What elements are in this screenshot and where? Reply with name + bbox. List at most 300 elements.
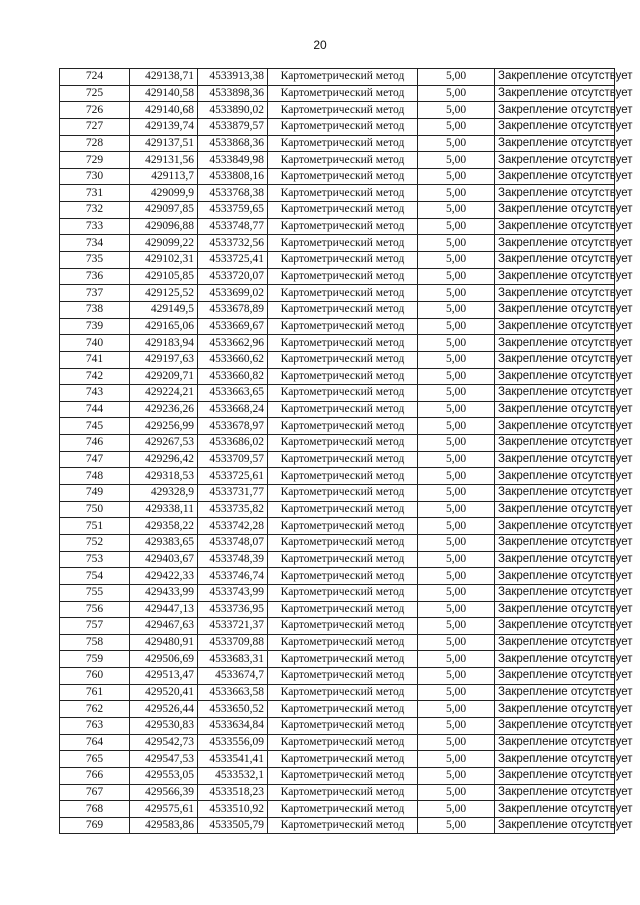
x-coordinate-cell: 429467,63 — [130, 618, 198, 635]
table-row — [60, 335, 615, 352]
fixation-cell: Закрепление отсутствует — [495, 751, 615, 768]
table-row — [60, 285, 615, 302]
precision-cell: 5,00 — [418, 218, 495, 235]
y-coordinate-cell: 4533759,65 — [198, 202, 268, 219]
precision-cell: 5,00 — [418, 634, 495, 651]
precision-cell: 5,00 — [418, 618, 495, 635]
y-coordinate-cell: 4533890,02 — [198, 102, 268, 119]
method-cell: Картометрический метод — [268, 468, 418, 485]
table-row — [60, 218, 615, 235]
precision-cell: 5,00 — [418, 501, 495, 518]
point-number-cell: 725 — [60, 85, 130, 102]
table-row — [60, 651, 615, 668]
y-coordinate-cell: 4533725,61 — [198, 468, 268, 485]
method-cell: Картометрический метод — [268, 85, 418, 102]
fixation-cell: Закрепление отсутствует — [495, 817, 615, 834]
fixation-cell: Закрепление отсутствует — [495, 218, 615, 235]
x-coordinate-cell: 429422,33 — [130, 568, 198, 585]
x-coordinate-cell: 429447,13 — [130, 601, 198, 618]
method-cell: Картометрический метод — [268, 252, 418, 269]
fixation-cell: Закрепление отсутствует — [495, 168, 615, 185]
table-row — [60, 534, 615, 551]
y-coordinate-cell: 4533732,56 — [198, 235, 268, 252]
precision-cell: 5,00 — [418, 301, 495, 318]
x-coordinate-cell: 429113,7 — [130, 168, 198, 185]
method-cell: Картометрический метод — [268, 368, 418, 385]
fixation-cell: Закрепление отсутствует — [495, 85, 615, 102]
table-row — [60, 485, 615, 502]
point-number-cell: 732 — [60, 202, 130, 219]
method-cell: Картометрический метод — [268, 318, 418, 335]
precision-cell: 5,00 — [418, 185, 495, 202]
method-cell: Картометрический метод — [268, 451, 418, 468]
y-coordinate-cell: 4533678,89 — [198, 301, 268, 318]
precision-cell: 5,00 — [418, 468, 495, 485]
x-coordinate-cell: 429506,69 — [130, 651, 198, 668]
method-cell: Картометрический метод — [268, 568, 418, 585]
method-cell: Картометрический метод — [268, 684, 418, 701]
x-coordinate-cell: 429102,31 — [130, 252, 198, 269]
fixation-cell: Закрепление отсутствует — [495, 335, 615, 352]
method-cell: Картометрический метод — [268, 218, 418, 235]
point-number-cell: 752 — [60, 534, 130, 551]
fixation-cell: Закрепление отсутствует — [495, 534, 615, 551]
page-number: 20 — [313, 38, 327, 52]
y-coordinate-cell: 4533743,99 — [198, 584, 268, 601]
fixation-cell: Закрепление отсутствует — [495, 368, 615, 385]
fixation-cell: Закрепление отсутствует — [495, 135, 615, 152]
y-coordinate-cell: 4533868,36 — [198, 135, 268, 152]
table-row — [60, 668, 615, 685]
precision-cell: 5,00 — [418, 102, 495, 119]
method-cell: Картометрический метод — [268, 551, 418, 568]
fixation-cell: Закрепление отсутствует — [495, 784, 615, 801]
precision-cell: 5,00 — [418, 751, 495, 768]
x-coordinate-cell: 429125,52 — [130, 285, 198, 302]
fixation-cell: Закрепление отсутствует — [495, 69, 615, 86]
point-number-cell: 743 — [60, 385, 130, 402]
point-number-cell: 757 — [60, 618, 130, 635]
method-cell: Картометрический метод — [268, 235, 418, 252]
point-number-cell: 729 — [60, 152, 130, 169]
point-number-cell: 750 — [60, 501, 130, 518]
precision-cell: 5,00 — [418, 85, 495, 102]
y-coordinate-cell: 4533849,98 — [198, 152, 268, 169]
x-coordinate-cell: 429197,63 — [130, 351, 198, 368]
y-coordinate-cell: 4533634,84 — [198, 717, 268, 734]
precision-cell: 5,00 — [418, 684, 495, 701]
x-coordinate-cell: 429318,53 — [130, 468, 198, 485]
point-number-cell: 730 — [60, 168, 130, 185]
method-cell: Картометрический метод — [268, 435, 418, 452]
table-row — [60, 152, 615, 169]
y-coordinate-cell: 4533768,38 — [198, 185, 268, 202]
table-row — [60, 69, 615, 86]
table-row — [60, 202, 615, 219]
y-coordinate-cell: 4533725,41 — [198, 252, 268, 269]
point-number-cell: 756 — [60, 601, 130, 618]
method-cell: Картометрический метод — [268, 701, 418, 718]
x-coordinate-cell: 429513,47 — [130, 668, 198, 685]
point-number-cell: 739 — [60, 318, 130, 335]
fixation-cell: Закрепление отсутствует — [495, 518, 615, 535]
x-coordinate-cell: 429547,53 — [130, 751, 198, 768]
method-cell: Картометрический метод — [268, 485, 418, 502]
point-number-cell: 751 — [60, 518, 130, 535]
point-number-cell: 740 — [60, 335, 130, 352]
precision-cell: 5,00 — [418, 767, 495, 784]
table-row — [60, 551, 615, 568]
method-cell: Картометрический метод — [268, 784, 418, 801]
method-cell: Картометрический метод — [268, 767, 418, 784]
method-cell: Картометрический метод — [268, 717, 418, 734]
point-number-cell: 754 — [60, 568, 130, 585]
y-coordinate-cell: 4533709,57 — [198, 451, 268, 468]
x-coordinate-cell: 429137,51 — [130, 135, 198, 152]
point-number-cell: 763 — [60, 717, 130, 734]
method-cell: Картометрический метод — [268, 734, 418, 751]
method-cell: Картометрический метод — [268, 634, 418, 651]
point-number-cell: 764 — [60, 734, 130, 751]
table-row — [60, 501, 615, 518]
precision-cell: 5,00 — [418, 817, 495, 834]
x-coordinate-cell: 429139,74 — [130, 118, 198, 135]
table-row — [60, 385, 615, 402]
precision-cell: 5,00 — [418, 451, 495, 468]
y-coordinate-cell: 4533663,65 — [198, 385, 268, 402]
x-coordinate-cell: 429553,05 — [130, 767, 198, 784]
precision-cell: 5,00 — [418, 118, 495, 135]
fixation-cell: Закрепление отсутствует — [495, 185, 615, 202]
table-row — [60, 734, 615, 751]
fixation-cell: Закрепление отсутствует — [495, 418, 615, 435]
point-number-cell: 734 — [60, 235, 130, 252]
table-row — [60, 235, 615, 252]
fixation-cell: Закрепление отсутствует — [495, 551, 615, 568]
point-number-cell: 733 — [60, 218, 130, 235]
method-cell: Картометрический метод — [268, 518, 418, 535]
table-row — [60, 801, 615, 818]
method-cell: Картометрический метод — [268, 268, 418, 285]
table-row — [60, 817, 615, 834]
precision-cell: 5,00 — [418, 601, 495, 618]
table-row — [60, 268, 615, 285]
method-cell: Картометрический метод — [268, 351, 418, 368]
table-row — [60, 351, 615, 368]
y-coordinate-cell: 4533683,31 — [198, 651, 268, 668]
precision-cell: 5,00 — [418, 801, 495, 818]
precision-cell: 5,00 — [418, 335, 495, 352]
method-cell: Картометрический метод — [268, 152, 418, 169]
table-row — [60, 168, 615, 185]
fixation-cell: Закрепление отсутствует — [495, 385, 615, 402]
table-row — [60, 301, 615, 318]
table-row — [60, 751, 615, 768]
y-coordinate-cell: 4533748,77 — [198, 218, 268, 235]
x-coordinate-cell: 429105,85 — [130, 268, 198, 285]
y-coordinate-cell: 4533662,96 — [198, 335, 268, 352]
method-cell: Картометрический метод — [268, 285, 418, 302]
y-coordinate-cell: 4533808,16 — [198, 168, 268, 185]
method-cell: Картометрический метод — [268, 301, 418, 318]
x-coordinate-cell: 429583,86 — [130, 817, 198, 834]
method-cell: Картометрический метод — [268, 817, 418, 834]
table-row — [60, 451, 615, 468]
precision-cell: 5,00 — [418, 152, 495, 169]
point-number-cell: 738 — [60, 301, 130, 318]
method-cell: Картометрический метод — [268, 335, 418, 352]
precision-cell: 5,00 — [418, 568, 495, 585]
y-coordinate-cell: 4533709,88 — [198, 634, 268, 651]
point-number-cell: 727 — [60, 118, 130, 135]
point-number-cell: 741 — [60, 351, 130, 368]
x-coordinate-cell: 429256,99 — [130, 418, 198, 435]
x-coordinate-cell: 429097,85 — [130, 202, 198, 219]
precision-cell: 5,00 — [418, 651, 495, 668]
table-row — [60, 85, 615, 102]
method-cell: Картометрический метод — [268, 751, 418, 768]
x-coordinate-cell: 429296,42 — [130, 451, 198, 468]
y-coordinate-cell: 4533746,74 — [198, 568, 268, 585]
y-coordinate-cell: 4533532,1 — [198, 767, 268, 784]
fixation-cell: Закрепление отсутствует — [495, 717, 615, 734]
precision-cell: 5,00 — [418, 401, 495, 418]
x-coordinate-cell: 429183,94 — [130, 335, 198, 352]
x-coordinate-cell: 429480,91 — [130, 634, 198, 651]
fixation-cell: Закрепление отсутствует — [495, 102, 615, 119]
fixation-cell: Закрепление отсутствует — [495, 401, 615, 418]
point-number-cell: 755 — [60, 584, 130, 601]
coordinates-table-body — [60, 69, 633, 834]
fixation-cell: Закрепление отсутствует — [495, 202, 615, 219]
x-coordinate-cell: 429140,68 — [130, 102, 198, 119]
fixation-cell: Закрепление отсутствует — [495, 701, 615, 718]
method-cell: Картометрический метод — [268, 202, 418, 219]
table-row — [60, 601, 615, 618]
method-cell: Картометрический метод — [268, 668, 418, 685]
table-row — [60, 584, 615, 601]
y-coordinate-cell: 4533720,07 — [198, 268, 268, 285]
x-coordinate-cell: 429209,71 — [130, 368, 198, 385]
y-coordinate-cell: 4533674,7 — [198, 668, 268, 685]
table-row — [60, 418, 615, 435]
x-coordinate-cell: 429099,9 — [130, 185, 198, 202]
fixation-cell: Закрепление отсутствует — [495, 451, 615, 468]
precision-cell: 5,00 — [418, 784, 495, 801]
y-coordinate-cell: 4533913,38 — [198, 69, 268, 86]
x-coordinate-cell: 429224,21 — [130, 385, 198, 402]
point-number-cell: 746 — [60, 435, 130, 452]
point-number-cell: 735 — [60, 252, 130, 269]
fixation-cell: Закрепление отсутствует — [495, 801, 615, 818]
fixation-cell: Закрепление отсутствует — [495, 301, 615, 318]
point-number-cell: 766 — [60, 767, 130, 784]
y-coordinate-cell: 4533736,95 — [198, 601, 268, 618]
method-cell: Картометрический метод — [268, 118, 418, 135]
x-coordinate-cell: 429328,9 — [130, 485, 198, 502]
table-row — [60, 118, 615, 135]
x-coordinate-cell: 429433,99 — [130, 584, 198, 601]
precision-cell: 5,00 — [418, 268, 495, 285]
precision-cell: 5,00 — [418, 717, 495, 734]
y-coordinate-cell: 4533505,79 — [198, 817, 268, 834]
method-cell: Картометрический метод — [268, 534, 418, 551]
fixation-cell: Закрепление отсутствует — [495, 618, 615, 635]
y-coordinate-cell: 4533735,82 — [198, 501, 268, 518]
y-coordinate-cell: 4533898,36 — [198, 85, 268, 102]
y-coordinate-cell: 4533699,02 — [198, 285, 268, 302]
fixation-cell: Закрепление отсутствует — [495, 501, 615, 518]
point-number-cell: 747 — [60, 451, 130, 468]
x-coordinate-cell: 429338,11 — [130, 501, 198, 518]
precision-cell: 5,00 — [418, 202, 495, 219]
y-coordinate-cell: 4533650,52 — [198, 701, 268, 718]
x-coordinate-cell: 429149,5 — [130, 301, 198, 318]
precision-cell: 5,00 — [418, 368, 495, 385]
fixation-cell: Закрепление отсутствует — [495, 634, 615, 651]
y-coordinate-cell: 4533742,28 — [198, 518, 268, 535]
table-row — [60, 318, 615, 335]
fixation-cell: Закрепление отсутствует — [495, 651, 615, 668]
y-coordinate-cell: 4533748,39 — [198, 551, 268, 568]
precision-cell: 5,00 — [418, 252, 495, 269]
fixation-cell: Закрепление отсутствует — [495, 468, 615, 485]
point-number-cell: 745 — [60, 418, 130, 435]
x-coordinate-cell: 429542,73 — [130, 734, 198, 751]
y-coordinate-cell: 4533721,37 — [198, 618, 268, 635]
y-coordinate-cell: 4533510,92 — [198, 801, 268, 818]
x-coordinate-cell: 429575,61 — [130, 801, 198, 818]
y-coordinate-cell: 4533660,82 — [198, 368, 268, 385]
table-row — [60, 401, 615, 418]
table-row — [60, 568, 615, 585]
precision-cell: 5,00 — [418, 318, 495, 335]
point-number-cell: 759 — [60, 651, 130, 668]
method-cell: Картометрический метод — [268, 801, 418, 818]
table-row — [60, 185, 615, 202]
point-number-cell: 748 — [60, 468, 130, 485]
point-number-cell: 769 — [60, 817, 130, 834]
fixation-cell: Закрепление отсутствует — [495, 734, 615, 751]
fixation-cell: Закрепление отсутствует — [495, 684, 615, 701]
table-row — [60, 784, 615, 801]
coordinates-table — [59, 68, 633, 834]
y-coordinate-cell: 4533731,77 — [198, 485, 268, 502]
point-number-cell: 768 — [60, 801, 130, 818]
method-cell: Картометрический метод — [268, 69, 418, 86]
point-number-cell: 760 — [60, 668, 130, 685]
table-row — [60, 468, 615, 485]
method-cell: Картометрический метод — [268, 135, 418, 152]
x-coordinate-cell: 429526,44 — [130, 701, 198, 718]
point-number-cell: 731 — [60, 185, 130, 202]
point-number-cell: 744 — [60, 401, 130, 418]
y-coordinate-cell: 4533556,09 — [198, 734, 268, 751]
precision-cell: 5,00 — [418, 701, 495, 718]
fixation-cell: Закрепление отсутствует — [495, 318, 615, 335]
precision-cell: 5,00 — [418, 734, 495, 751]
y-coordinate-cell: 4533686,02 — [198, 435, 268, 452]
method-cell: Картометрический метод — [268, 601, 418, 618]
point-number-cell: 753 — [60, 551, 130, 568]
point-number-cell: 726 — [60, 102, 130, 119]
precision-cell: 5,00 — [418, 285, 495, 302]
point-number-cell: 736 — [60, 268, 130, 285]
method-cell: Картометрический метод — [268, 651, 418, 668]
x-coordinate-cell: 429165,06 — [130, 318, 198, 335]
x-coordinate-cell: 429131,56 — [130, 152, 198, 169]
precision-cell: 5,00 — [418, 168, 495, 185]
x-coordinate-cell: 429267,53 — [130, 435, 198, 452]
y-coordinate-cell: 4533518,23 — [198, 784, 268, 801]
fixation-cell: Закрепление отсутствует — [495, 351, 615, 368]
fixation-cell: Закрепление отсутствует — [495, 118, 615, 135]
x-coordinate-cell: 429236,26 — [130, 401, 198, 418]
method-cell: Картометрический метод — [268, 385, 418, 402]
fixation-cell: Закрепление отсутствует — [495, 568, 615, 585]
x-coordinate-cell: 429099,22 — [130, 235, 198, 252]
point-number-cell: 737 — [60, 285, 130, 302]
point-number-cell: 749 — [60, 485, 130, 502]
precision-cell: 5,00 — [418, 551, 495, 568]
table-row — [60, 252, 615, 269]
table-row — [60, 717, 615, 734]
precision-cell: 5,00 — [418, 534, 495, 551]
y-coordinate-cell: 4533879,57 — [198, 118, 268, 135]
table-row — [60, 634, 615, 651]
x-coordinate-cell: 429530,83 — [130, 717, 198, 734]
method-cell: Картометрический метод — [268, 584, 418, 601]
precision-cell: 5,00 — [418, 235, 495, 252]
precision-cell: 5,00 — [418, 69, 495, 86]
fixation-cell: Закрепление отсутствует — [495, 584, 615, 601]
fixation-cell: Закрепление отсутствует — [495, 152, 615, 169]
point-number-cell: 724 — [60, 69, 130, 86]
x-coordinate-cell: 429140,58 — [130, 85, 198, 102]
precision-cell: 5,00 — [418, 351, 495, 368]
fixation-cell: Закрепление отсутствует — [495, 252, 615, 269]
table-row — [60, 435, 615, 452]
precision-cell: 5,00 — [418, 135, 495, 152]
precision-cell: 5,00 — [418, 518, 495, 535]
point-number-cell: 767 — [60, 784, 130, 801]
x-coordinate-cell: 429403,67 — [130, 551, 198, 568]
x-coordinate-cell: 429383,65 — [130, 534, 198, 551]
fixation-cell: Закрепление отсутствует — [495, 668, 615, 685]
y-coordinate-cell: 4533748,07 — [198, 534, 268, 551]
point-number-cell: 762 — [60, 701, 130, 718]
fixation-cell: Закрепление отсутствует — [495, 235, 615, 252]
table-row — [60, 518, 615, 535]
method-cell: Картометрический метод — [268, 168, 418, 185]
y-coordinate-cell: 4533663,58 — [198, 684, 268, 701]
precision-cell: 5,00 — [418, 418, 495, 435]
method-cell: Картометрический метод — [268, 401, 418, 418]
table-row — [60, 368, 615, 385]
y-coordinate-cell: 4533660,62 — [198, 351, 268, 368]
precision-cell: 5,00 — [418, 668, 495, 685]
table-row — [60, 618, 615, 635]
table-row — [60, 701, 615, 718]
point-number-cell: 728 — [60, 135, 130, 152]
y-coordinate-cell: 4533669,67 — [198, 318, 268, 335]
fixation-cell: Закрепление отсутствует — [495, 485, 615, 502]
method-cell: Картометрический метод — [268, 102, 418, 119]
precision-cell: 5,00 — [418, 584, 495, 601]
point-number-cell: 758 — [60, 634, 130, 651]
y-coordinate-cell: 4533541,41 — [198, 751, 268, 768]
x-coordinate-cell: 429358,22 — [130, 518, 198, 535]
